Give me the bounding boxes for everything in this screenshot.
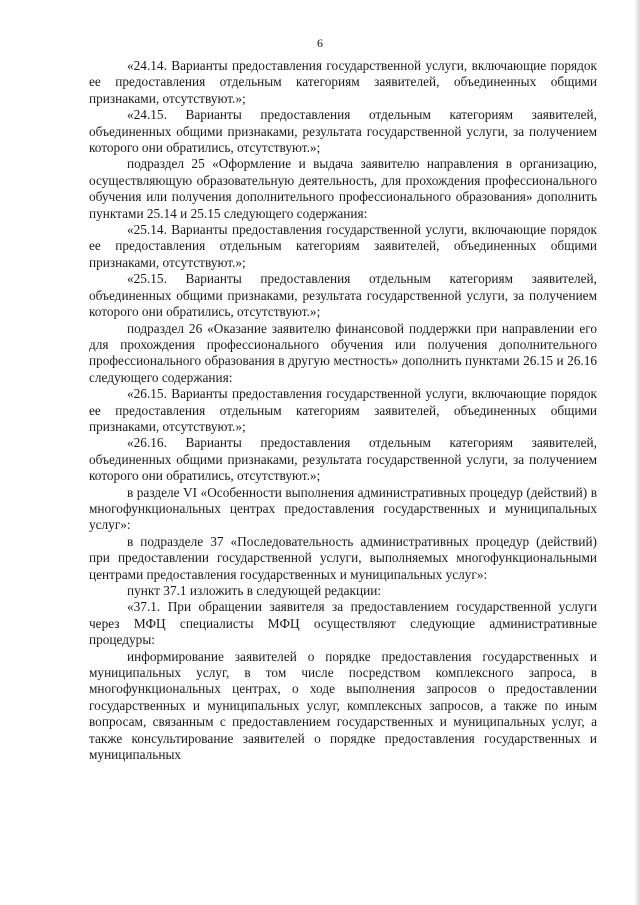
paragraph-subsection-25: подраздел 25 «Оформление и выдача заявителю направления в организацию, осуществляющую образовательную деятельность, для прохождения профессионального обучения или получения дополнительного профессионального образования» дополнить пунктами 25.14 и 25.15 следующего содержания: [89, 156, 597, 221]
paragraph-item-37-1-intro: пункт 37.1 изложить в следующей редакции: [127, 583, 382, 598]
paragraph-24-15: «24.15. Варианты предоставления отдельным категориям заявителей, объединенных общими признаками, результата государственной услуги, за получением которого они обратились, отсутствуют.»; [89, 107, 597, 156]
paragraph-subsection-26: подраздел 26 «Оказание заявителю финансовой поддержки при направлении его для прохождения профессионального обучения или получения дополнительного профессионального образования в другую местность» дополнить пунктами 26.15 и 26.16 следующего содержания: [89, 320, 597, 385]
paragraph-25-14: «25.14. Варианты предоставления государственной услуги, включающие порядок ее предоставления отдельным категориям заявителей, объединенных общими признаками, отсутствуют.»; [89, 222, 597, 270]
paragraph-26-16: «26.16. Варианты предоставления отдельным категориям заявителей, объединенных общими признаками, результата государственной услуги, за получением которого они обратились, отсутствуют.»; [89, 435, 597, 484]
page-number: 6 [317, 36, 323, 50]
paragraph-24-14: «24.14. Варианты предоставления государственной услуги, включающие порядок ее предоставления отдельным категориям заявителей, объединенных общими признаками, отсутствуют.»; [89, 58, 597, 106]
scan-edge-shadow [634, 0, 640, 905]
paragraph-informing: информирование заявителей о порядке предоставления государственных и муниципальных услуг, в том числе посредством комплексного запроса, в многофункциональных центрах, о ходе выполнения запросов о предоставлении государственных и муниципальных услуг, комплексных запросов, а также по иным вопросам, связанным с предоставлением государственных и муниципальных услуг, а также консультирование заявителей о порядке предоставления государственных и муниципальных [89, 648, 597, 763]
paragraph-section-6: в разделе VI «Особенности выполнения административных процедур (действий) в многофункциональных центрах предоставления государственных и муниципальных услуг»: [89, 484, 597, 533]
paragraph-subsection-37: в подразделе 37 «Последовательность административных процедур (действий) при предоставлении государственной услуги, выполняемых многофункциональными центрами предоставления государственных и муниципальных услуг»: [89, 533, 597, 582]
paragraph-25-15: «25.15. Варианты предоставления отдельным категориям заявителей, объединенных общими признаками, результата государственной услуги, за получением которого они обратились, отсутствуют.»; [89, 271, 597, 320]
paragraph-26-15: «26.15. Варианты предоставления государственной услуги, включающие порядок ее предоставления отдельным категориям заявителей, объединенных общими признаками, отсутствуют.»; [89, 386, 597, 434]
document-body [89, 58, 597, 763]
paragraph-37-1: «37.1. При обращении заявителя за предоставлением государственной услуги через МФЦ специалисты МФЦ осуществляют следующие административные процедуры: [89, 599, 597, 648]
